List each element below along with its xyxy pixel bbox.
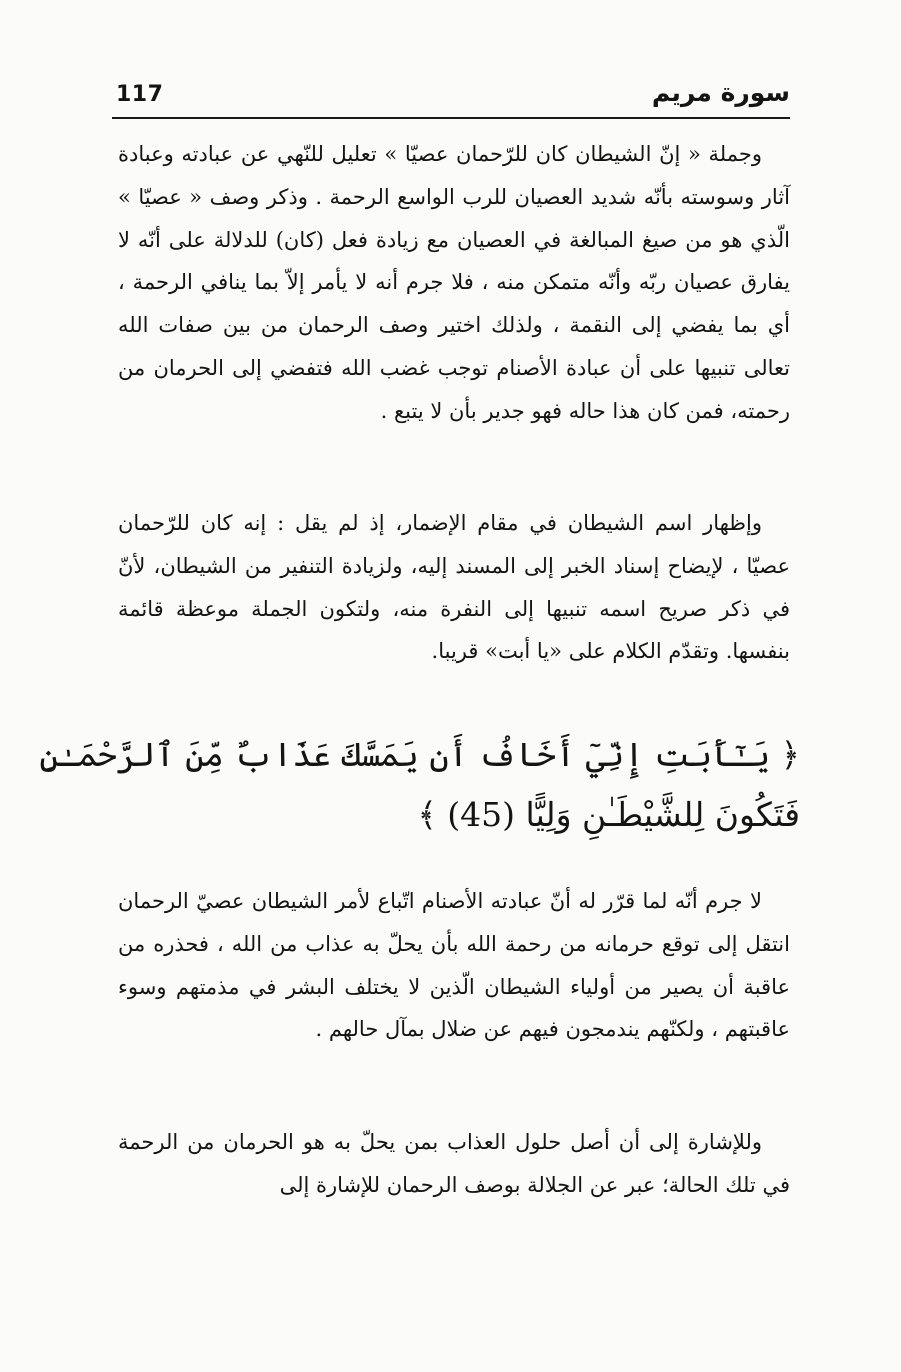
paragraph-4: وللإشارة إلى أن أصل حلول العذاب بمن يحلّ به هو الحرمان من الرحمة في تلك الحالة؛ عبر عن الجلالة بوصف الرحمان للإشارة إلى — [118, 1130, 790, 1197]
header-divider — [112, 117, 790, 119]
page-header — [112, 76, 790, 116]
verse-line-2: فَتَكُونَ لِلشَّيْطَـٰنِ وَلِيًّا (45) ﴾ — [417, 795, 800, 834]
paragraph-2: وإظهار اسم الشيطان في مقام الإضمار، إذ لم يقل : إنه كان للرّحمان عصيّا ، لإيضاح إسناد الخبر إلى المسند إليه، ولزيادة التنفير من الشيطان، لأنّ في ذكر صريح اسمه تنبيها إلى النفرة منه، ولتكون الجملة موعظة قائمة بنفسها. وتقدّم الكلام على «يا أبت» قريبا. — [118, 511, 790, 664]
page-number: 117 — [116, 82, 164, 107]
quran-verse — [39, 725, 800, 845]
paragraph-3: لا جرم أنّه لما قرّر له أنّ عبادته الأصنام اتّباع لأمر الشيطان عصيّ الرحمان انتقل إلى توقع حرمانه من رحمة الله بأن يحلّ به عذاب من الله ، فحذره من عاقبة أن يصير من أولياء الشيطان الّذين لا يختلف البشر في مذمتهم وسوء عاقبتهم ، ولكنّهم يندمجون فيهم عن ضلال بمآل حالهم . — [118, 889, 790, 1042]
surah-title: سورة مريم — [651, 78, 790, 107]
verse-line-1: ﴿ يَـٰٓأَبَتِ إِنِّيٓ أَخَافُ أَن يَمَسَّكَ عَذَابٌ مِّنَ ٱلرَّحْمَـٰنِ — [39, 735, 800, 774]
paragraph-1: وجملة « إنّ الشيطان كان للرّحمان عصيّا » تعليل للنّهي عن عبادته وعبادة آثار وسوسته بأنّه شديد العصيان للرب الواسع الرحمة . وذكر وصف « عصيّا » الّذي هو من صيغ المبالغة في العصيان مع زيادة فعل (كان) للدلالة على أنّه لا يفارق عصيان ربّه وأنّه متمكن منه ، فلا جرم أنه لا يأمر إلاّ بما ينافي الرحمة ، أي بما يفضي إلى النقمة ، ولذلك اختير وصف الرحمان من بين صفات الله تعالى تنبيها على أن عبادة الأصنام توجب غضب الله فتفضي إلى الحرمان من رحمته، فمن كان هذا حاله فهو جدير بأن لا يتبع . — [118, 142, 790, 423]
